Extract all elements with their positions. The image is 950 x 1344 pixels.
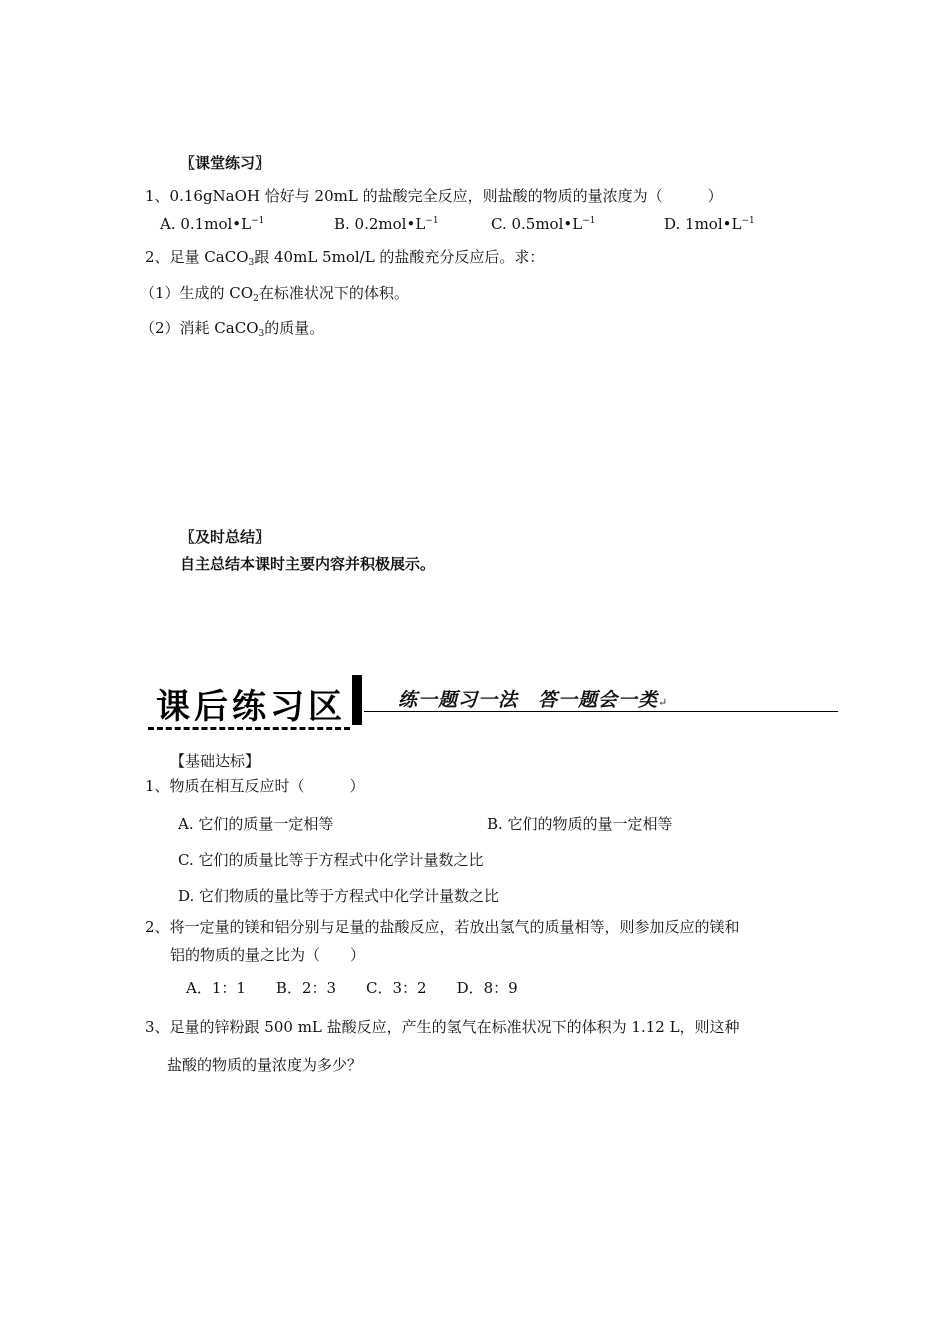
question-2-sub-2: [140, 318, 324, 338]
question-1-option-c: [491, 214, 595, 234]
banner-dashed-underline: [148, 727, 350, 730]
homework-question-3-line-2: 盐酸的物质的量浓度为多少？: [167, 1056, 363, 1074]
banner-slogan: [398, 685, 668, 712]
option-label: C. 0.5mol•L: [491, 215, 583, 233]
subscript: 3: [258, 329, 265, 339]
banner-divider-bar: [352, 675, 362, 725]
text-part: 跟 40mL 5mol/L 的盐酸充分反应后。求：: [254, 248, 545, 266]
question-1-option-b: [334, 214, 439, 234]
text-part: （2）消耗 CaCO: [140, 319, 259, 337]
option-label: D. 1mol•L: [664, 215, 742, 233]
homework-q1-option-a: A. 它们的质量一定相等: [178, 815, 334, 833]
option-exponent: −1: [425, 216, 439, 226]
classroom-heading: 〖课堂练习〗: [180, 154, 271, 172]
text-part: （1）生成的 CO: [140, 284, 254, 302]
subscript: 3: [248, 258, 255, 268]
homework-q1-option-b: B. 它们的物质的量一定相等: [487, 815, 673, 833]
summary-heading: 〖及时总结〗: [180, 528, 271, 546]
option-exponent: −1: [582, 216, 596, 226]
homework-question-2-line-2: 铝的物质的量之比为（ ）: [170, 946, 366, 964]
question-1-text: 1、0.16gNaOH 恰好与 20mL 的盐酸完全反应，则盐酸的物质的量浓度为（ ）: [145, 187, 723, 205]
homework-question-1: 1、物质在相互反应时（ ）: [145, 777, 365, 795]
banner-title: 课后练习区: [156, 687, 346, 727]
homework-q1-option-c: C. 它们的质量比等于方程式中化学计量数之比: [178, 851, 484, 869]
option-label: B. 0.2mol•L: [334, 215, 426, 233]
return-mark-icon: ↵: [658, 696, 669, 709]
homework-q1-option-d: D. 它们物质的量比等于方程式中化学计量数之比: [178, 887, 500, 905]
subscript: 2: [253, 294, 259, 304]
homework-heading: 【基础达标】: [170, 752, 261, 770]
summary-text: 自主总结本课时主要内容并积极展示。: [180, 555, 436, 573]
homework-question-3-line-1: 3、足量的锌粉跟 500 mL 盐酸反应，产生的氢气在标准状况下的体积为 1.12 L，则这种: [145, 1018, 740, 1036]
text-part: 的质量。: [264, 319, 325, 337]
text-part: 在标准状况下的体积。: [258, 284, 409, 302]
text-part: 2、足量 CaCO: [145, 248, 249, 266]
question-2-text: [145, 247, 544, 267]
question-1-option-d: [664, 214, 755, 234]
homework-question-2-line-1: 2、将一定量的镁和铝分别与足量的盐酸反应，若放出氢气的质量相等，则参加反应的镁和: [145, 918, 740, 936]
homework-q2-options: A．1：1 B．2：3 C．3：2 D．8：9: [186, 979, 518, 997]
section-banner: [148, 675, 838, 735]
question-2-sub-1: [140, 283, 409, 303]
option-exponent: −1: [741, 216, 755, 226]
slogan-text: 练一题习一法 答一题会一类: [398, 689, 659, 711]
option-label: A. 0.1mol•L: [160, 215, 252, 233]
option-exponent: −1: [251, 216, 265, 226]
question-1-option-a: [160, 214, 264, 234]
